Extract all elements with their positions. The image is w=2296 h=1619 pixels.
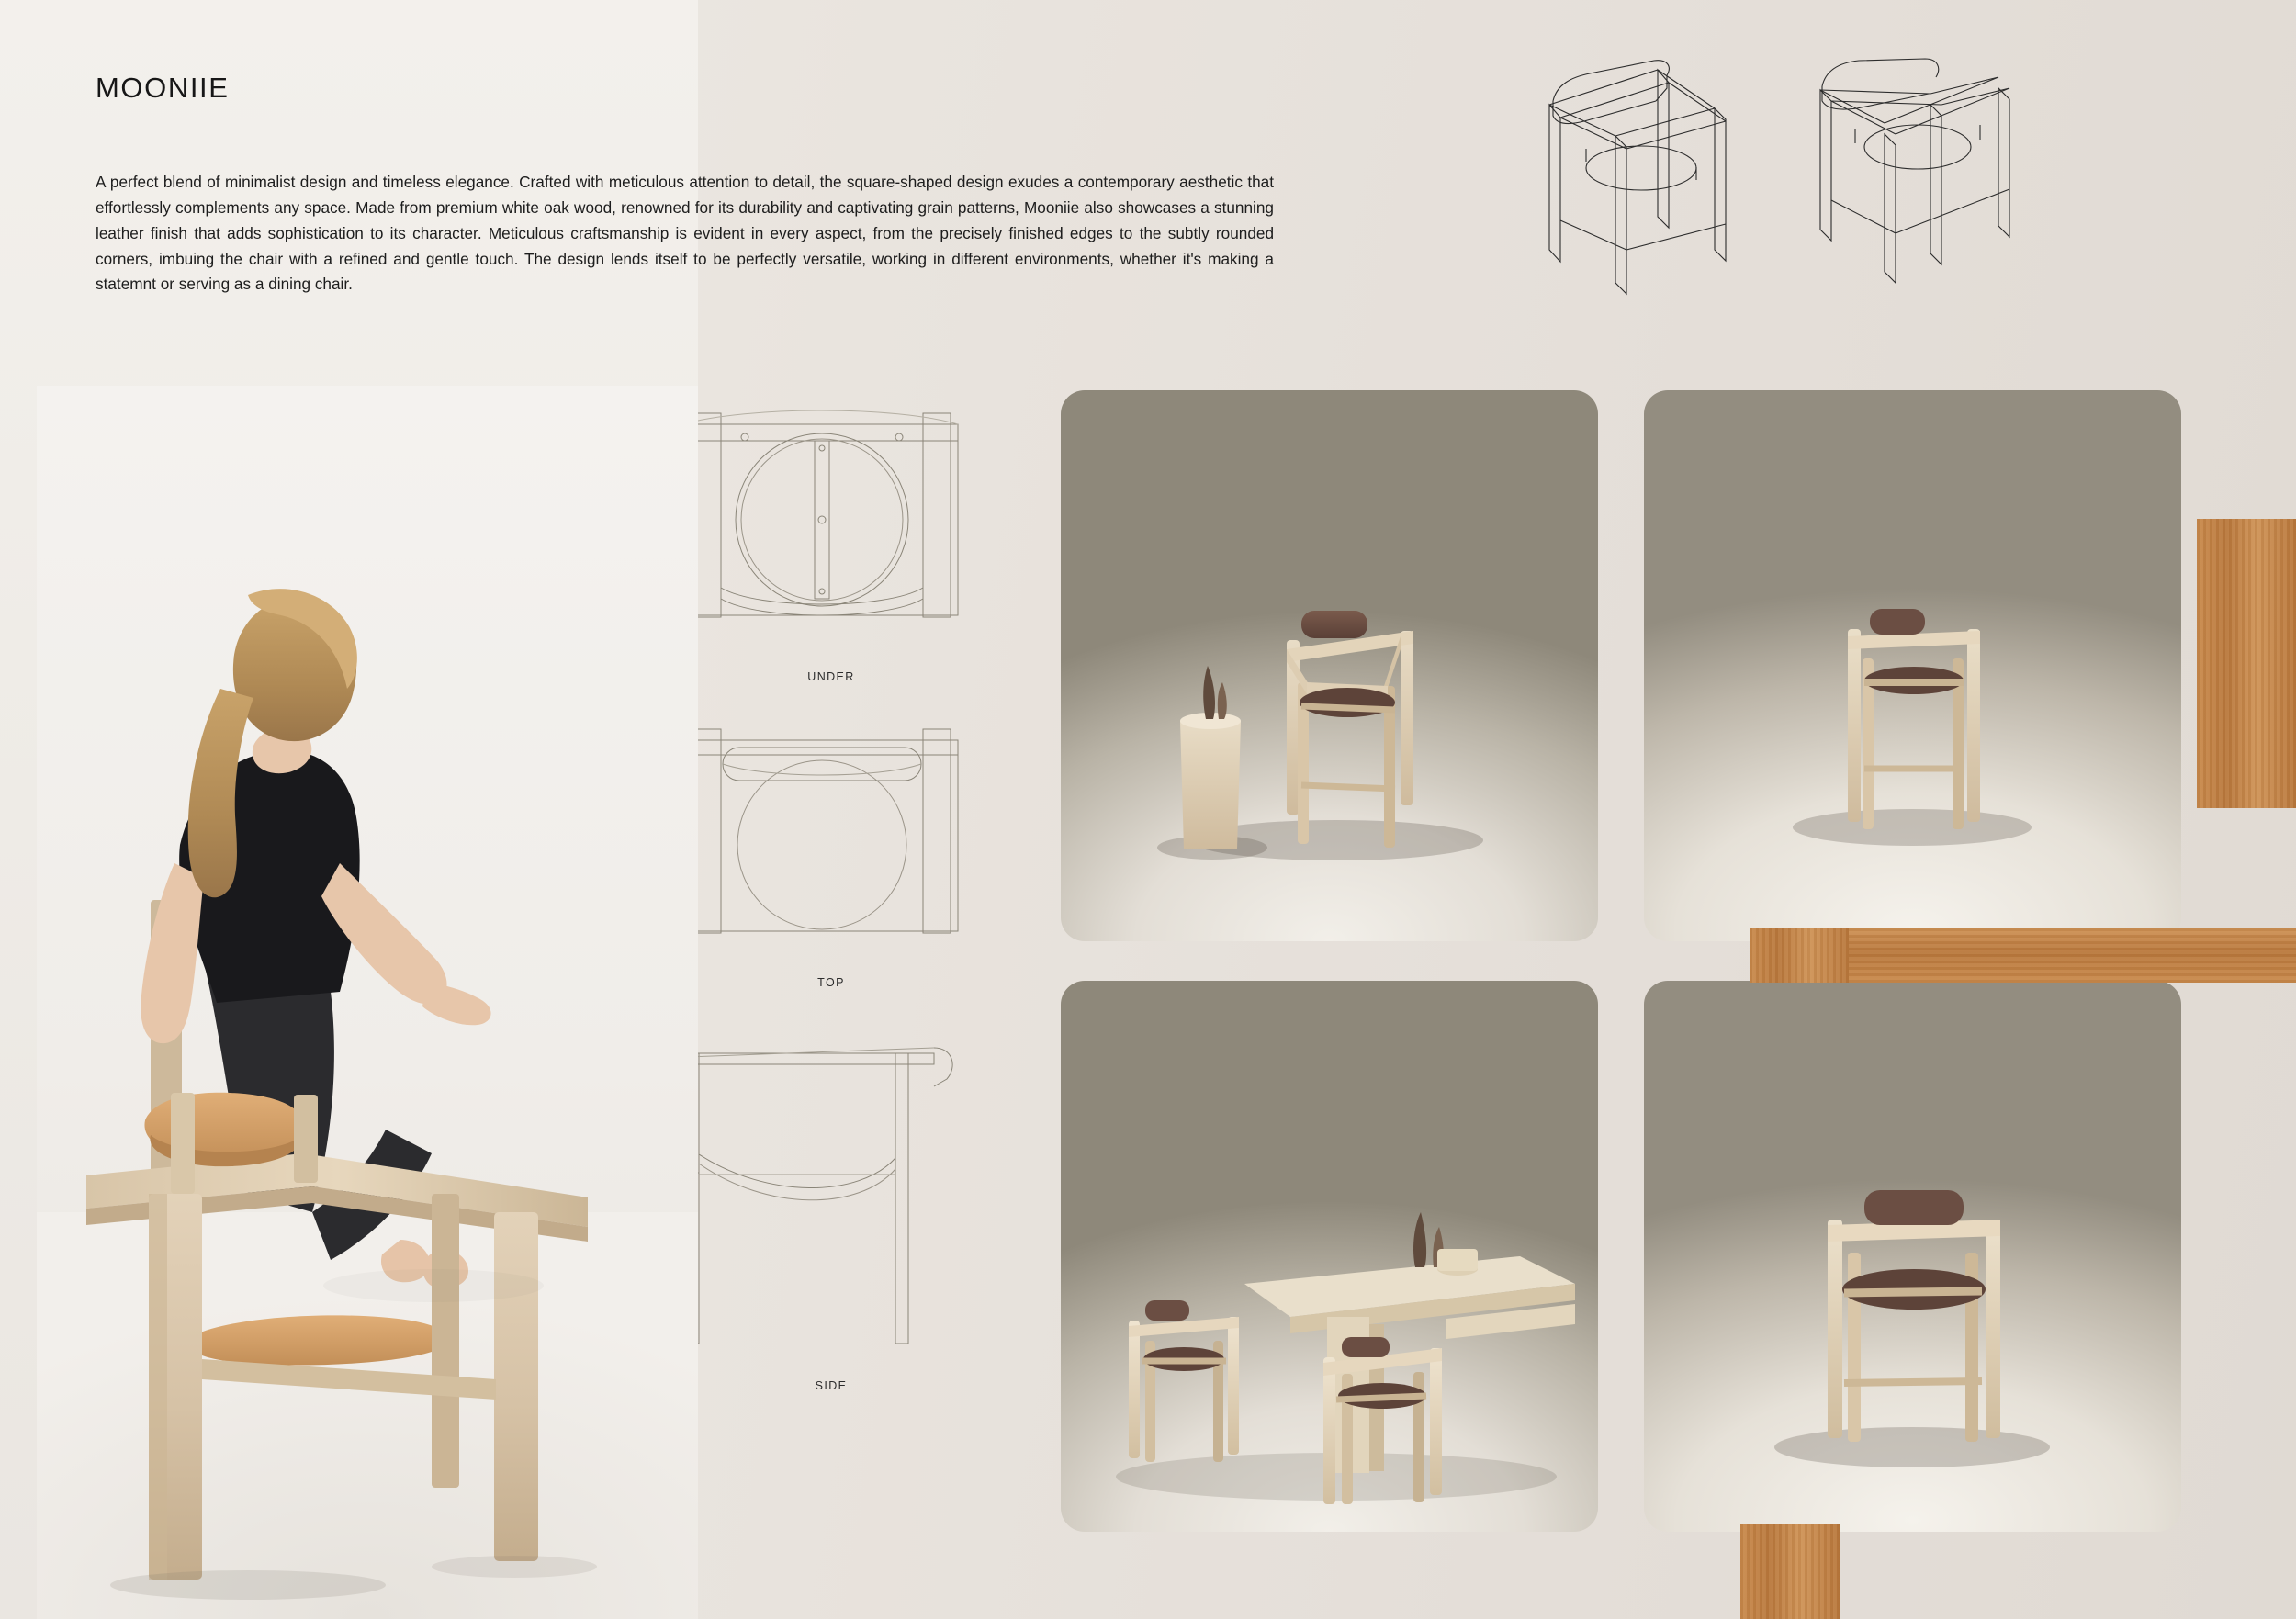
chair-perspective-left-drawing (1520, 37, 1786, 317)
page-title: MOONIIE (96, 72, 230, 104)
chair-front-render (1644, 390, 2181, 941)
top-view (666, 724, 996, 989)
dining-scene-render (1061, 981, 1598, 1532)
under-view (666, 404, 996, 683)
orthographic-views (666, 404, 996, 1400)
chair-with-vase-render (1061, 390, 1598, 941)
top-view-caption: TOP (817, 976, 845, 989)
chair-perspective-right-drawing (1800, 37, 2066, 317)
wood-beam-vertical-lower (1750, 928, 1849, 983)
wood-beam-right-upper (2197, 519, 2296, 808)
person-seated-on-chair-photo (37, 386, 698, 1619)
description-paragraph: A perfect blend of minimalist design and timeless elegance. Crafted with meticulous attention to detail, the square-shaped design exudes a contemporary aesthetic that effortlessly complements any space. Made from premium white oak wood, renowned for its durability and captivating grain patterns, Mooniie also showcases a stunning leather finish that adds sophistication to its character. Meticulous craftsmanship is evident in every aspect, from the precisely finished edges to the subtly rounded corners, imbuing the chair with a refined and gentle touch. The design lends itself to be perfectly versatile, working in different environments, whether it's making a statemnt or serving as a dining chair. (96, 173, 1274, 294)
wood-beam-bottom (1740, 1524, 1840, 1619)
side-view-caption: SIDE (815, 1379, 848, 1392)
chair-back-render (1644, 981, 2181, 1532)
side-view (666, 1035, 996, 1392)
under-view-caption: UNDER (807, 670, 855, 683)
